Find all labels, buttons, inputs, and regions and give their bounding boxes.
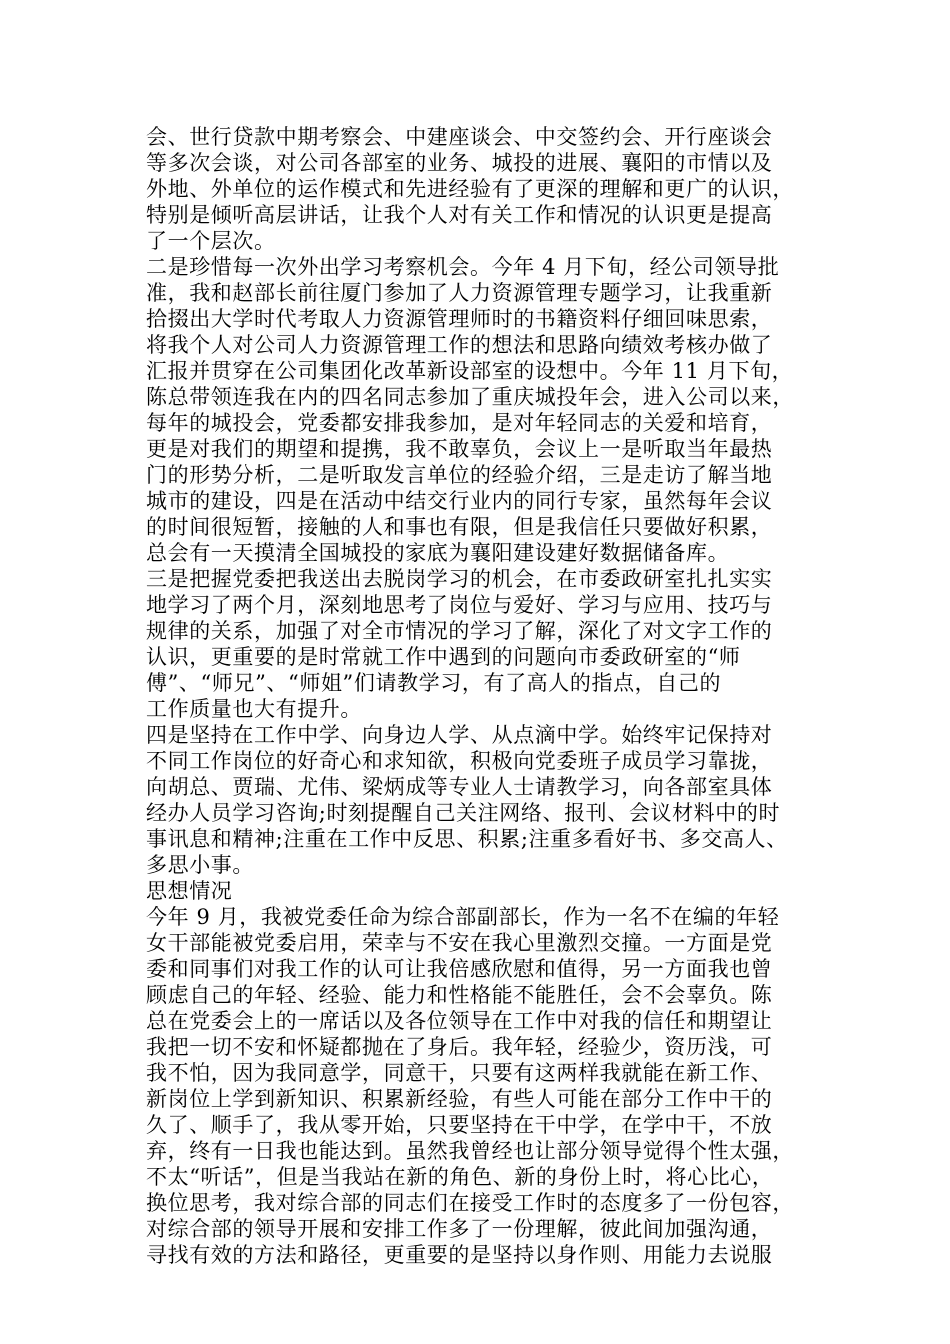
text-line: 不太“听话”，但是当我站在新的角色、新的身份上时，将心比心， xyxy=(146,1165,774,1189)
text-line: 弃，终有一日我也能达到。虽然我曾经也让部分领导觉得个性太强， xyxy=(146,1139,794,1163)
text-line: 顾虑自己的年轻、经验、能力和性格能不能胜任，会不会辜负。陈 xyxy=(146,983,773,1007)
text-line: 外地、外单位的运作模式和先进经验有了更深的理解和更广的认识， xyxy=(146,177,794,201)
text-line: 傅”、“师兄”、“师姐”们请教学习，有了高人的指点，自己的 xyxy=(146,671,722,695)
text-line: 我不怕，因为我同意学，同意干，只要有这两样我就能在新工作、 xyxy=(146,1061,773,1085)
text-line: 对综合部的领导开展和安排工作多了一份理解，彼此间加强沟通， xyxy=(146,1217,773,1241)
text-line: 不同工作岗位的好奇心和求知欲，积极向党委班子成员学习靠拢， xyxy=(146,749,773,773)
text-line: 多思小事。 xyxy=(146,853,254,877)
text-line: 拾掇出大学时代考取人力资源管理师时的书籍资料仔细回味思索， xyxy=(146,307,773,331)
text-line: 今年 9 月，我被党委任命为综合部副部长，作为一名不在编的年轻 xyxy=(146,905,780,929)
text-line: 二是珍惜每一次外出学习考察机会。今年 4 月下旬，经公司领导批 xyxy=(146,255,780,279)
text-line: 三是把握党委把我送出去脱岗学习的机会，在市委政研室扎扎实实 xyxy=(146,567,773,591)
document-body xyxy=(146,124,806,1268)
text-line: 更是对我们的期望和提携，我不敢辜负，会议上一是听取当年最热 xyxy=(146,437,773,461)
text-line: 总会有一天摸清全国城投的家底为襄阳建设建好数据储备库。 xyxy=(146,541,730,565)
text-line: 认识，更重要的是时常就工作中遇到的问题向市委政研室的“师 xyxy=(146,645,741,669)
text-line: 城市的建设，四是在活动中结交行业内的同行专家，虽然每年会议 xyxy=(146,489,773,513)
text-line: 准，我和赵部长前往厦门参加了人力资源管理专题学习，让我重新 xyxy=(146,281,773,305)
text-line: 地学习了两个月，深刻地思考了岗位与爱好、学习与应用、技巧与 xyxy=(146,593,773,617)
text-line: 换位思考，我对综合部的同志们在接受工作时的态度多了一份包容， xyxy=(146,1191,794,1215)
text-line: 汇报并贯穿在公司集团化改革新设部室的设想中。今年 11 月下旬， xyxy=(146,359,794,383)
text-line: 向胡总、贾瑞、尤伟、梁炳成等专业人士请教学习，向各部室具体 xyxy=(146,775,773,799)
text-line: 将我个人对公司人力资源管理工作的想法和思路向绩效考核办做了 xyxy=(146,333,773,357)
text-line: 门的形势分析，二是听取发言单位的经验介绍，三是走访了解当地 xyxy=(146,463,773,487)
text-line: 四是坚持在工作中学、向身边人学、从点滴中学。始终牢记保持对 xyxy=(146,723,773,747)
text-line: 每年的城投会，党委都安排我参加，是对年轻同志的关爱和培育， xyxy=(146,411,773,435)
section-heading: 思想情况 xyxy=(146,879,233,903)
text-line: 了一个层次。 xyxy=(146,229,276,253)
text-line: 特别是倾听高层讲话，让我个人对有关工作和情况的认识更是提高 xyxy=(146,203,773,227)
text-line: 工作质量也大有提升。 xyxy=(146,697,362,721)
text-line: 事讯息和精神;注重在工作中反思、积累;注重多看好书、多交高人、 xyxy=(146,827,788,851)
text-line: 新岗位上学到新知识、积累新经验，有些人可能在部分工作中干的 xyxy=(146,1087,773,1111)
text-line: 会、世行贷款中期考察会、中建座谈会、中交签约会、开行座谈会 xyxy=(146,125,773,149)
text-line: 经办人员学习咨询;时刻提醒自己关注网络、报刊、会议材料中的时 xyxy=(146,801,781,825)
text-line: 规律的关系，加强了对全市情况的学习了解，深化了对文字工作的 xyxy=(146,619,773,643)
text-line: 总在党委会上的一席话以及各位领导在工作中对我的信任和期望让 xyxy=(146,1009,773,1033)
text-line: 陈总带领连我在内的四名同志参加了重庆城投年会，进入公司以来， xyxy=(146,385,794,409)
text-line: 的时间很短暂，接触的人和事也有限，但是我信任只要做好积累， xyxy=(146,515,773,539)
text-line: 我把一切不安和怀疑都抛在了身后。我年轻，经验少，资历浅，可 xyxy=(146,1035,773,1059)
text-line: 女干部能被党委启用，荣幸与不安在我心里激烈交撞。一方面是党 xyxy=(146,931,773,955)
text-line: 寻找有效的方法和路径，更重要的是坚持以身作则、用能力去说服 xyxy=(146,1243,773,1267)
text-line: 久了、顺手了，我从零开始，只要坚持在干中学，在学中干，不放 xyxy=(146,1113,773,1137)
text-line: 委和同事们对我工作的认可让我倍感欣慰和值得，另一方面我也曾 xyxy=(146,957,773,981)
text-line: 等多次会谈，对公司各部室的业务、城投的进展、襄阳的市情以及 xyxy=(146,151,773,175)
